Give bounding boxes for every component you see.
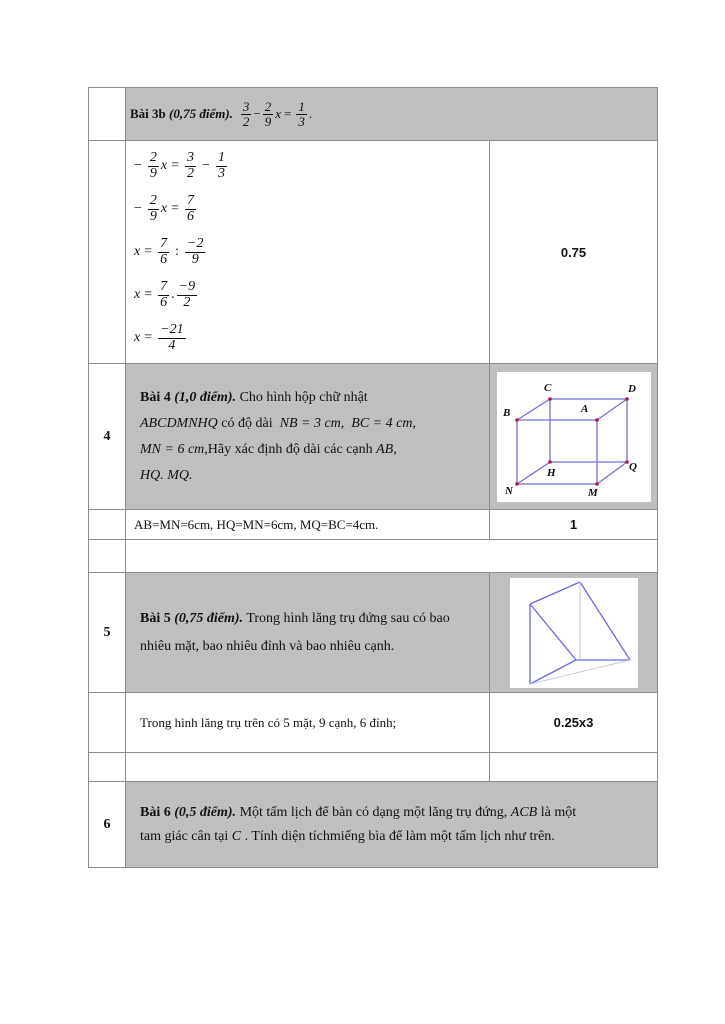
- bai3b-step-5: x = $\frac{-21}{4}$: [134, 321, 184, 353]
- label-c: C: [543, 381, 551, 394]
- bai4-score: 1: [490, 510, 658, 540]
- bai3b-header: [126, 88, 658, 141]
- bai5-question: Bài 5 (0,75 điểm). Trong hình lăng trụ đứng sau có bao nhiêu mặt, bao nhiêu đỉnh và bao nhiêu cạnh.: [126, 573, 490, 693]
- label-q: Q: [628, 460, 637, 473]
- bai3b-step-3: x = $\frac{7}{6}$ : $\frac{-2}{9}$: [134, 235, 204, 267]
- bai3b-score: 0.75: [490, 141, 658, 364]
- bai3b-points: (0,75 điểm).: [169, 106, 233, 121]
- bai4-question: Bài 4 (1,0 điểm). Cho hình hộp chữ nhật ABCDMNHQ có độ dài NB = 3 cm, BC = 4 cm, MN = 6 cm,Hãy xác định độ dài các cạnh AB, HQ. MQ.: [126, 364, 490, 510]
- number-cell-empty: [89, 88, 126, 141]
- bai3b-step-1: − $\frac{2}{9}$ x = $\frac{3}{2}$ − $\frac{1}{3}$: [134, 149, 225, 181]
- bai6-number: 6: [89, 782, 126, 868]
- bai6-question: Bài 6 (0,5 điểm). Một tấm lịch để bàn có dạng một lăng trụ đứng, ACB là một tam giác cân tại C . Tính diện tíchmiếng bìa để làm một tấm lịch như trên.: [126, 782, 658, 868]
- answer-key-table: [88, 87, 657, 868]
- bai5-answer: Trong hình lăng trụ trên có 5 mặt, 9 cạnh, 6 đỉnh;: [126, 693, 490, 753]
- label-h: H: [546, 466, 556, 479]
- number-cell-empty: [89, 693, 126, 753]
- prism-svg: [510, 578, 638, 688]
- number-cell-empty: [89, 141, 126, 364]
- bai4-answer: AB=MN=6cm, HQ=MN=6cm, MQ=BC=4cm.: [126, 510, 490, 540]
- prism-figure: [510, 578, 638, 688]
- label-n: N: [504, 484, 513, 497]
- bai3b-step-4: x = $\frac{7}{6}$ . $\frac{-9}{2}$: [134, 278, 196, 310]
- bai3b-equation: $\frac{3}{2}$ − $\frac{2}{9}$ x = $\frac{1}{3}$ .: [242, 98, 313, 129]
- number-cell-empty: [89, 510, 126, 540]
- bai3b-title: Bài 3b: [130, 106, 166, 121]
- number-cell-empty: [89, 540, 126, 573]
- bai4-figure-cell: [490, 364, 658, 510]
- cuboid-figure: [497, 372, 651, 502]
- empty-cell: [490, 753, 658, 782]
- number-cell-empty: [89, 753, 126, 782]
- bai5-score: 0.25x3: [490, 693, 658, 753]
- label-d: D: [627, 382, 636, 395]
- bai5-figure-cell: [490, 573, 658, 693]
- empty-row: [126, 540, 658, 573]
- cuboid-svg: [497, 372, 651, 502]
- label-m: M: [587, 486, 598, 499]
- bai4-number: 4: [89, 364, 126, 510]
- bai5-number: 5: [89, 573, 126, 693]
- label-b: B: [502, 406, 510, 419]
- empty-cell: [126, 753, 490, 782]
- bai3b-step-2: − $\frac{2}{9}$ x = $\frac{7}{6}$: [134, 192, 195, 224]
- label-a: A: [580, 402, 588, 415]
- bai3b-solution: [126, 141, 490, 364]
